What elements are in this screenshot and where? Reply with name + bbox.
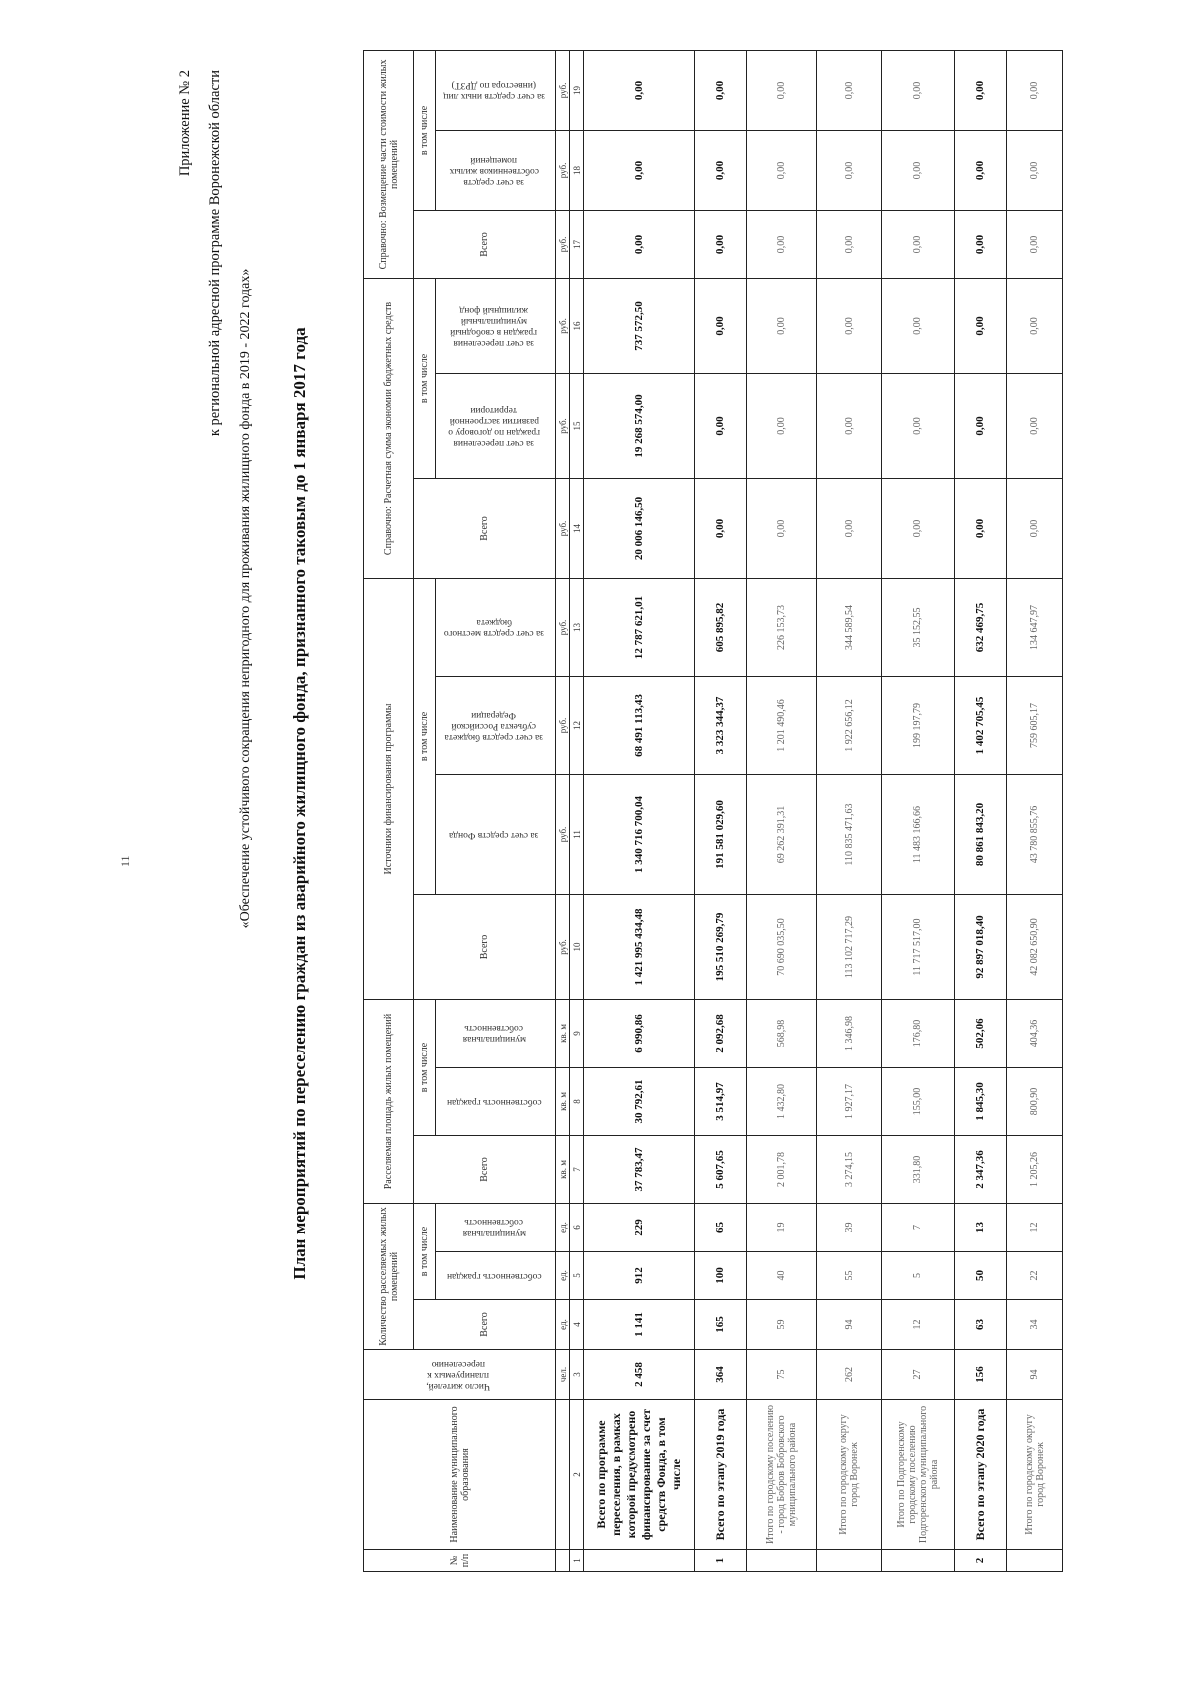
col-header-comp-owners: за счет средств собственников жилых помещений xyxy=(436,130,556,210)
col-header-local: за счет средств местного бюджета xyxy=(436,578,556,676)
group-header-financing: Источники финансирования программы xyxy=(364,578,414,999)
col-header-residents: Число жителей, планируемых к переселению xyxy=(364,1350,556,1400)
incl-comp: в том числе xyxy=(414,50,436,210)
group-header-area: Расселяемая площадь жилых помещений xyxy=(364,1000,414,1204)
table-row: 2 Всего по этапу 2020 года 156 63 50 13 2 347,36 1 845,30 502,06 92 897 018,40 80 861 843,20 1 402 705,45 632 469,75 0,00 0,00 0,00 0,00 0,00 0,00 xyxy=(954,50,1006,1571)
column-numbers-row: 1 2 3 4 5 6 7 8 9 10 11 12 13 14 15 16 17 18 19 xyxy=(570,50,584,1571)
col-header-fund: за счет средств Фонда xyxy=(436,775,556,895)
col-header-rooms-total: Всего xyxy=(414,1300,556,1350)
table-row: Всего по программе переселения, в рамках которой предусмотрено финансирование за счет средств Фонда, в том числе 2 458 1 141 912 229 37 783,47 30 792,61 6 990,86 1 421 995 434,48 1 340 716 700,04 68 491 113,43 12 787 621,01 20 006 146,50 19 268 574,00 737 572,50 0,00 0,00 0,00 xyxy=(584,50,695,1571)
incl-fin: в том числе xyxy=(414,578,436,894)
col-header-regional: за счет средств бюджета субъекта Российской Федерации xyxy=(436,677,556,775)
col-header-econ-total: Всего xyxy=(414,478,556,578)
col-header-name: Наименование муниципального образования xyxy=(364,1400,556,1550)
table-row: Итого по городскому округу город Воронеж 94 34 22 12 1 205,26 800,90 404,36 42 082 650,90 43 780 855,76 759 605,17 134 647,97 0,00 0,00 0,00 0,00 0,00 0,00 xyxy=(1007,50,1063,1571)
group-header-compensation: Справочно: Возмещение части стоимости жилых помещений xyxy=(364,50,414,278)
table-row: Итого по Подгоренскому городскому поселению Подгоренского муниципального района 27 12 5 7 331,80 155,00 176,80 11 717 517,00 11 483 166,66 199 197,79 35 152,55 0,00 0,00 0,00 0,00 0,00 0,00 xyxy=(882,50,954,1571)
col-header-rooms-citizens: собственность граждан xyxy=(436,1252,556,1300)
header-row-groups xyxy=(364,50,414,1571)
incl-econ: в том числе xyxy=(414,278,436,478)
col-header-fin-total: Всего xyxy=(414,895,556,1000)
table-row: 1 Всего по этапу 2019 года 364 165 100 65 5 607,65 3 514,97 2 092,68 195 510 269,79 191 581 029,60 3 323 344,37 605 895,82 0,00 0,00 0,00 0,00 0,00 0,00 xyxy=(694,50,746,1571)
col-header-area-citizens: собственность граждан xyxy=(436,1068,556,1136)
incl-area: в том числе xyxy=(414,1000,436,1136)
program-reference: к региональной адресной программе Воронежской области xyxy=(207,70,223,437)
col-header-rooms-municipal: муниципальная собственность xyxy=(436,1204,556,1252)
page-title: План мероприятий по переселению граждан из аварийного жилищного фонда, признанного таковым до 1 января 2017 года xyxy=(290,327,309,1280)
col-header-econ-municipal: за счет переселения граждан в свободный муниципальный жилищный фонд xyxy=(436,278,556,373)
program-name: «Обеспечение устойчивого сокращения непригодного для проживания жилищного фонда в 2019 - 2022 годах» xyxy=(238,268,253,929)
incl-rooms: в том числе xyxy=(414,1204,436,1300)
units-row: чел. ед. ед. ед. кв. м кв. м кв. м руб. руб. руб. руб. руб. руб. руб. руб. руб. руб. xyxy=(556,50,570,1571)
appendix-label: Приложение № 2 xyxy=(177,70,193,177)
col-header-comp-investor: за счет средств иных лиц (инвестора по ДРЗТ) xyxy=(436,50,556,130)
col-header-area-total: Всего xyxy=(414,1136,556,1204)
resettlement-plan-table xyxy=(363,50,1063,1572)
group-header-economy: Справочно: Расчетная сумма экономии бюджетных средств xyxy=(364,278,414,578)
header-row-incl xyxy=(414,50,436,1571)
page-number: 11 xyxy=(118,855,132,867)
group-header-rooms: Количество расселяемых жилых помещений xyxy=(364,1204,414,1350)
table-row: Итого по городскому округу город Воронеж 262 94 55 39 3 274,15 1 927,17 1 346,98 113 102 717,29 110 835 471,63 1 922 656,12 344 589,54 0,00 0,00 0,00 0,00 0,00 0,00 xyxy=(817,50,882,1571)
table-row: Итого по городскому поселению - город Бобров Бобровского муниципального района 75 59 40 19 2 001,78 1 432,80 568,98 70 690 035,50 69 262 391,31 1 201 490,46 226 153,73 0,00 0,00 0,00 0,00 0,00 0,00 xyxy=(747,50,817,1571)
col-header-num: № п/п xyxy=(364,1550,556,1572)
col-header-area-municipal: муниципальная собственность xyxy=(436,1000,556,1068)
col-header-econ-development: за счет переселения граждан по договору о развитии застроенной территории xyxy=(436,373,556,478)
col-header-comp-total: Всего xyxy=(414,210,556,278)
